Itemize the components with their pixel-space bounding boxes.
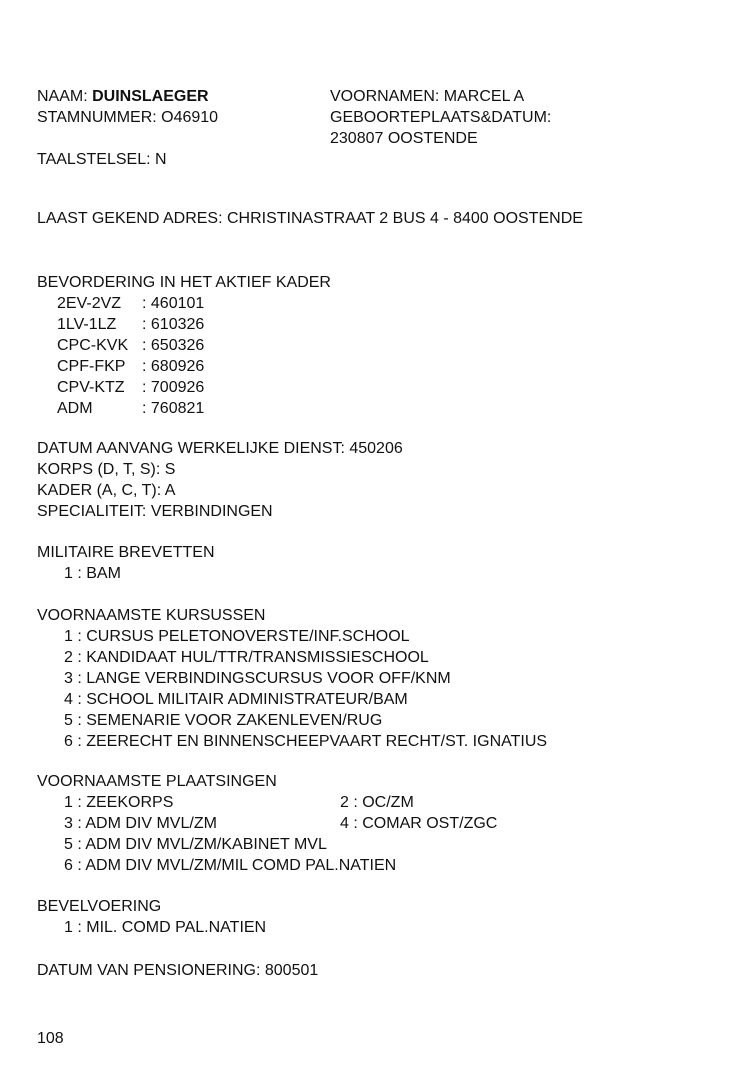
specialiteit: SPECIALITEIT: VERBINDINGEN [37,503,273,520]
list-item: 2 : KANDIDAAT HUL/TTR/TRANSMISSIESCHOOL [64,649,429,666]
list-item: 1 : MIL. COMD PAL.NATIEN [64,919,267,936]
bevordering-rank: 2EV-2VZ [57,295,122,312]
bevordering-date: : 610326 [142,316,205,333]
list-item: 1 : ZEEKORPS [64,794,174,811]
kader: KADER (A, C, T): A [37,482,176,499]
laatst-gekend-adres: LAAST GEKEND ADRES: CHRISTINASTRAAT 2 BUS 4 - 8400 OOSTENDE [37,210,583,227]
naam-value: DUINSLAEGER [92,88,209,105]
bevordering-title: BEVORDERING IN HET AKTIEF KADER [37,274,331,291]
list-item: 3 : ADM DIV MVL/ZM [64,815,217,832]
list-item: 1 : BAM [64,565,121,582]
bevordering-date: : 650326 [142,337,205,354]
list-item: 1 : CURSUS PELETONOVERSTE/INF.SCHOOL [64,628,410,645]
list-item: 5 : ADM DIV MVL/ZM/KABINET MVL [64,836,327,853]
bevordering-rank: CPF-FKP [57,358,126,375]
bevordering-rank: CPV-KTZ [57,379,125,396]
bevordering-rank: 1LV-1LZ [57,316,117,333]
bevordering-rank: CPC-KVK [57,337,129,354]
list-item: 6 : ZEERECHT EN BINNENSCHEEPVAART RECHT/ST. IGNATIUS [64,733,548,750]
bevordering-rank: ADM [57,400,93,417]
datum-pensionering: DATUM VAN PENSIONERING: 800501 [37,962,319,979]
geboorte-value: 230807 OOSTENDE [330,130,478,147]
plaatsingen-title: VOORNAAMSTE PLAATSINGEN [37,773,277,790]
list-item: 5 : SEMENARIE VOOR ZAKENLEVEN/RUG [64,712,383,729]
bevordering-date: : 760821 [142,400,205,417]
bevelvoering-title: BEVELVOERING [37,898,162,915]
bevordering-date: : 460101 [142,295,205,312]
naam-label: NAAM: [37,88,88,105]
bevordering-date: : 680926 [142,358,205,375]
list-item: 2 : OC/ZM [340,794,414,811]
naam-line [37,87,209,107]
brevetten-title: MILITAIRE BREVETTEN [37,544,215,561]
taalstelsel: TAALSTELSEL: N [37,151,167,168]
list-item: 3 : LANGE VERBINDINGSCURSUS VOOR OFF/KNM [64,670,451,687]
datum-aanvang: DATUM AANVANG WERKELIJKE DIENST: 450206 [37,440,403,457]
geboorte-label: GEBOORTEPLAATS&DATUM: [330,109,552,126]
stamnummer: STAMNUMMER: O46910 [37,109,219,126]
page-number: 108 [37,1030,64,1047]
kursussen-title: VOORNAAMSTE KURSUSSEN [37,607,266,624]
bevordering-date: : 700926 [142,379,205,396]
list-item: 4 : COMAR OST/ZGC [340,815,498,832]
voornamen: VOORNAMEN: MARCEL A [330,88,525,105]
korps: KORPS (D, T, S): S [37,461,176,478]
list-item: 4 : SCHOOL MILITAIR ADMINISTRATEUR/BAM [64,691,408,708]
list-item: 6 : ADM DIV MVL/ZM/MIL COMD PAL.NATIEN [64,857,397,874]
